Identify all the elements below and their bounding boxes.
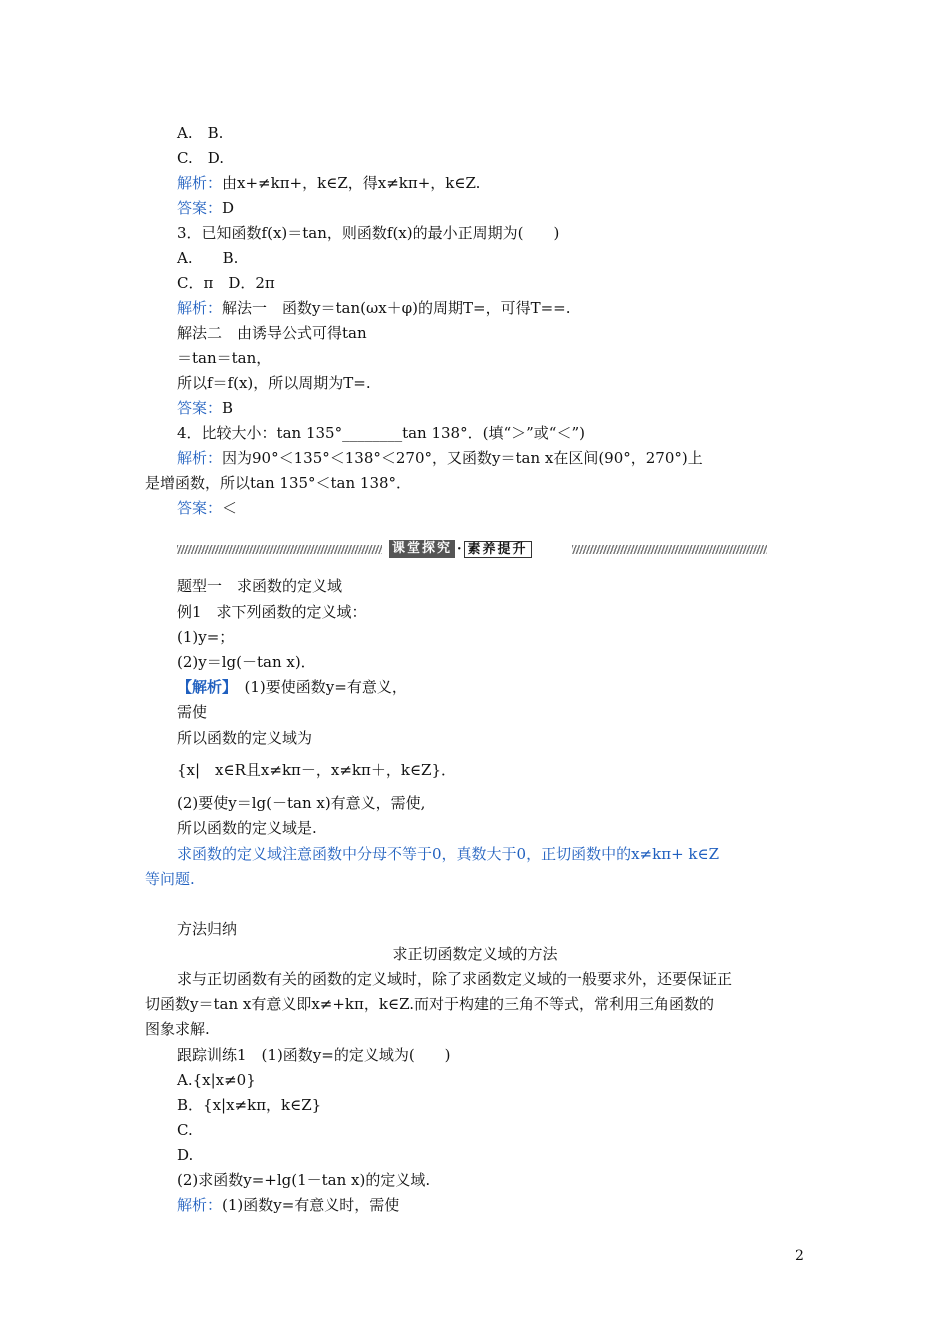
- example-question-2: (2)y＝lg(－tan x)．: [177, 653, 316, 671]
- banner-right-label: 素养提升: [464, 541, 532, 558]
- practice-option-d: D.: [177, 1146, 194, 1164]
- answer-line: [177, 198, 234, 218]
- solution-label: 解析：: [177, 299, 223, 317]
- answer-line: [177, 398, 233, 418]
- solution-text: 需使: [177, 703, 208, 721]
- solution-line: [177, 173, 480, 193]
- example-title: 例1 求下列函数的定义域：: [177, 603, 367, 621]
- option-line-cd: C．π D．2π: [177, 274, 275, 292]
- solution-text: 所以函数的定义域为: [177, 729, 313, 747]
- solution-text: 所以函数的定义域是.: [177, 819, 317, 837]
- solution-text: (1)要使函数y=有意义，: [244, 678, 407, 696]
- solution-bracket-label: 【解析】: [177, 678, 230, 696]
- method-title: 求正切函数定义域的方法: [392, 945, 558, 963]
- solution-label: 解析：: [177, 1196, 223, 1214]
- question-4: 4．比较大小：tan 135°________tan 138°．(填“＞”或“＜”): [177, 424, 585, 442]
- solution-label: 解析：: [177, 174, 223, 192]
- answer-text: B: [222, 399, 234, 417]
- solution-line: [177, 1195, 399, 1215]
- practice-option-b: B．{x|x≠kπ，k∈Z}: [177, 1096, 322, 1114]
- solution-equation: ＝tan＝tan，: [177, 349, 272, 367]
- practice-option-a: A.{x|x≠0}: [177, 1071, 256, 1089]
- question-3: 3．已知函数f(x)＝tan，则函数f(x)的最小正周期为( ): [177, 224, 560, 242]
- answer-line: [177, 498, 237, 518]
- practice-question-2: (2)求函数y=+lg(1－tan x)的定义域.: [177, 1171, 431, 1189]
- method-paragraph: 图象求解.: [145, 1020, 210, 1038]
- method-paragraph: 切函数y＝tan x有意义即x≠+kπ，k∈Z.而对于构建的三角不等式，常利用三角函数的: [145, 995, 714, 1013]
- option-line-ab: A. B.: [177, 124, 224, 142]
- section-title: 题型一 求函数的定义域: [177, 577, 343, 595]
- solution-text: 解法一 函数y＝tan(ωx＋φ)的周期T=，可得T==.: [222, 299, 571, 317]
- banner-hatch-left: [177, 545, 382, 554]
- banner-dot: ·: [457, 541, 462, 557]
- answer-label: 答案：: [177, 399, 223, 417]
- solution-text: 由x+≠kπ+，k∈Z，得x≠kπ+，k∈Z.: [222, 174, 481, 192]
- solution-label: 解析：: [177, 449, 223, 467]
- practice-title: 跟踪训练1 (1)函数y=的定义域为( ): [177, 1046, 451, 1064]
- example-solution-line: [177, 677, 407, 697]
- solution-continuation: 是增函数，所以tan 135°＜tan 138°．: [145, 474, 412, 492]
- solution-text: 因为90°＜135°＜138°＜270°，又函数y＝tan x在区间(90°，270°)上: [222, 449, 703, 467]
- domain-set: {x| x∈R且x≠kπ－，x≠kπ＋，k∈Z}．: [177, 761, 457, 779]
- solution-line: [177, 298, 571, 318]
- solution-conclusion: 所以f＝f(x)，所以周期为T=.: [177, 374, 371, 392]
- solution-text: (2)要使y＝lg(－tan x)有意义，需使,: [177, 794, 426, 812]
- option-line-ab: A. B.: [177, 249, 239, 267]
- banner-left-label: 课堂探究: [389, 540, 455, 558]
- solution-line: [177, 448, 703, 468]
- option-line-cd: C. D.: [177, 149, 224, 167]
- note-line: 求函数的定义域注意函数中分母不等于0，真数大于0，正切函数中的x≠kπ+ k∈Z: [177, 845, 720, 863]
- solution-method-2: 解法二 由诱导公式可得tan: [177, 324, 367, 342]
- method-heading: 方法归纳: [177, 920, 238, 938]
- answer-label: 答案：: [177, 199, 223, 217]
- page-number: 2: [795, 1248, 804, 1264]
- banner-hatch-right: [572, 545, 767, 554]
- note-line: 等问题.: [145, 870, 195, 888]
- practice-option-c: C.: [177, 1121, 193, 1139]
- banner-title: [389, 540, 532, 558]
- example-question-1: (1)y=；: [177, 628, 235, 646]
- answer-label: 答案：: [177, 499, 223, 517]
- solution-text: (1)函数y=有意义时，需使: [222, 1196, 400, 1214]
- answer-text: D: [222, 199, 235, 217]
- answer-text: ＜: [222, 499, 238, 517]
- section-banner: [177, 539, 767, 561]
- method-paragraph: 求与正切函数有关的函数的定义域时，除了求函数定义域的一般要求外，还要保证正: [177, 970, 733, 988]
